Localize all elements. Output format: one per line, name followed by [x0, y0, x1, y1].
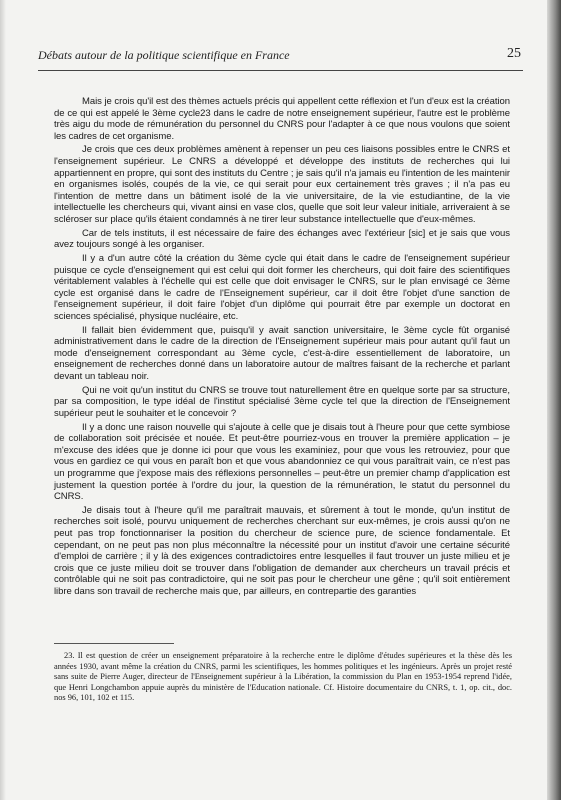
footnote-rule	[54, 643, 174, 644]
scan-edge-right	[547, 0, 561, 800]
paragraph: Il y a d'un autre côté la création du 3ème cycle qui était dans le cadre de l'enseignement supérieur puisque ce cycle d'enseignement qui est celui qui doit former les chercheurs, qui doit faire des scientifiques véritablement valables à l'échelle qui est celle que doit envisager le CNRS, sur le plan envisagé ce 3ème cycle est organisé dans le cadre de l'Enseignement supérieur, car il doit être l'objet d'une sanction de l'enseignement supérieur, il doit faire l'objet d'un diplôme qui pourrait être par exemple un doctorat en sciences spécialisé, physique nucléaire, etc.	[54, 253, 510, 322]
page-number: 25	[507, 46, 521, 61]
paragraph: Je crois que ces deux problèmes amènent à repenser un peu ces liaisons possibles entre le CNRS et l'enseignement supérieur. Le CNRS a développé et développe des instituts de recherches qui lui appartiennent en propre, qui sont des instituts du Centre ; je sais qu'il n'a jamais eu l'intention de les maintenir en organismes isolés, coupés de la vie, ce qui serait pour eux certainement très graves ; il n'a pas eu l'intention de mettre dans un bâtiment isolé de la vie universitaire, de la vie estudiantine, de la vie intellectuelle les chercheurs qui, vivant ainsi en vase clos, quelle que soit leur valeur initiale, arriveraient à se scléroser sur place qu'ils étaient condamnés à ne tirer leur substance intellectuelle que d'eux-mêmes.	[54, 144, 510, 226]
running-title: Débats autour de la politique scientifique en France	[38, 48, 290, 62]
footnote	[54, 651, 512, 704]
paragraph: Je disais tout à l'heure qu'il me paraîtrait mauvais, et sûrement à tout le monde, qu'un institut de recherches soit isolé, pourvu uniquement de recherches cherchant sur eux-mêmes, je crois aussi qu'on ne peut pas trop fonctionnariser la position du chercheur de science pure, de science fondamentale. Et cependant, on ne peut pas non plus méconnaître la nécessité pour un institut d'avoir une certaine sécurité d'emploi de carrière ; il y là des exigences contradictoires entre lesquelles il faut trouver un juste milieu et je crois que ce juste milieu doit se trouver dans l'obligation de demander aux chercheurs un travail précis et contrôlable qui ne soit pas contradictoire, qui ne soit pas pour le chercheur une gêne ; qu'il soit entièrement libre dans son travail de recherche mais que, par ailleurs, en contrepartie des garanties	[54, 504, 510, 597]
paragraph: Qui ne voit qu'un institut du CNRS se trouve tout naturellement être en quelque sorte par sa structure, par sa composition, le type idéal de l'institut spécialisé 3ème cycle tel que la direction de l'Enseignement supérieur peut le souhaiter et le concevoir ?	[54, 384, 510, 419]
header-rule	[38, 70, 523, 71]
paragraph: Il y a donc une raison nouvelle qui s'ajoute à celle que je disais tout à l'heure pour que cette symbiose de collaboration soit précisée et nouée. Et peut-être pourriez-vous en trouver la première application – je m'excuse des idées que je donne ici pour que vous les examiniez, pour que vous les retrouviez, pour que vous en gardiez ce qui vous en paraît bon et que vous abandonniez ce qui vous paraîtrait vain, ce n'est pas un programme que j'expose mais des réflexions personnelles – peut-être un premier champ d'application est justement la question portée à l'ordre du jour, la question de la rémunération, le statut du personnel du CNRS.	[54, 421, 510, 503]
paragraph: Car de tels instituts, il est nécessaire de faire des échanges avec l'extérieur [sic] et je sais que vous avez toujours songé à les organiser.	[54, 227, 510, 251]
body-text	[54, 96, 510, 600]
footnote-text: 23. Il est question de créer un enseignement préparatoire à la recherche entre le diplôme d'études supérieures et la thèse dès les années 1930, avant même la création du CNRS, parmi les scientifiques, les hommes politiques et les ingénieurs. Après un projet resté sans suite de Pierre Auger, directeur de l'Enseignement supérieur à la Libération, la commission du Plan en 1953-1954 reprend l'idée, que Henri Longchambon appuie auprès du ministère de l'Education nationale. Cf. Histoire documentaire du CNRS, t. 1, op. cit., doc. nos 96, 101, 102 et 115.	[54, 651, 512, 703]
paragraph: Il fallait bien évidemment que, puisqu'il y avait sanction universitaire, le 3ème cycle fût organisé administrativement dans le cadre de la direction de l'Enseignement supérieur mais pour autant qu'il faut un mode d'enseignement correspondant au 3ème cycle, c'est-à-dire essentiellement de laboratoire, un enseignement de recherches donné dans un laboratoire autour de maîtres faisant de la recherche et parlant devant un tableau noir.	[54, 324, 510, 383]
scan-edge-left	[0, 0, 6, 800]
paragraph: Mais je crois qu'il est des thèmes actuels précis qui appellent cette réflexion et l'un d'eux est la création de ce qui est appelé le 3ème cycle23 dans le cadre de notre enseignement supérieur, l'autre est le problème très aigu du mode de rémunération du personnel du CNRS pour l'adapter à ce que nous voulons que soient les cadres de cet organisme.	[54, 96, 510, 142]
page-header	[38, 48, 521, 68]
